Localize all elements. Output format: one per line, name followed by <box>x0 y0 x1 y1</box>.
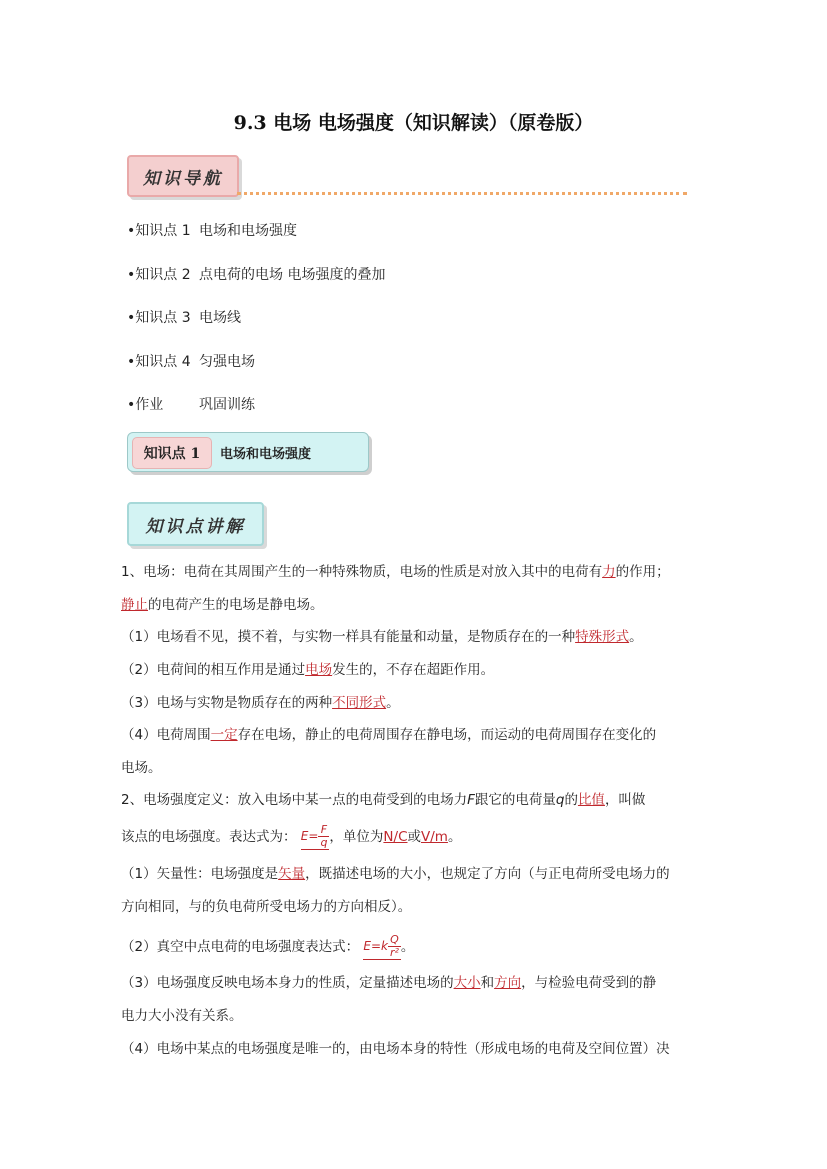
paragraph-line: （2）电荷间的相互作用是通过电场发生的，不存在超距作用。 <box>121 662 495 678</box>
dotted-divider <box>237 192 687 195</box>
paragraph-line: （3）电场与实物是物质存在的两种不同形式。 <box>121 695 400 711</box>
paragraph-line: 电力大小没有关系。 <box>121 1008 243 1024</box>
paragraph-line: 静止的电荷产生的电场是静电场。 <box>121 597 324 613</box>
paragraph-line: （2）真空中点电荷的电场强度表达式： E=k $\frac{Q}{\text{r²}}$ 。 <box>121 933 415 959</box>
knowledge-point-label: 知识点 1 <box>132 437 212 469</box>
toc-item[interactable]: •知识点 1 电场和电场强度 <box>127 223 297 239</box>
knowledge-explanation-tag: 知识点讲解 <box>127 502 264 546</box>
paragraph-line: （4）电荷周围一定存在电场，静止的电荷周围存在静电场，而运动的电荷周围存在变化的 <box>121 727 657 743</box>
page-title: 9.3 电场 电场强度（知识解读）（原卷版） <box>233 112 594 134</box>
paragraph-line: 2、电场强度定义：放入电场中某一点的电荷受到的电场力F跟它的电荷量q的比值，叫做 <box>121 792 646 808</box>
toc-item[interactable]: •知识点 3 电场线 <box>127 310 241 326</box>
toc-item[interactable]: •知识点 2 点电荷的电场 电场强度的叠加 <box>127 266 386 283</box>
toc-item[interactable]: •知识点 4 匀强电场 <box>127 353 255 370</box>
paragraph-line: 方向相同，与的负电荷所受电场力的方向相反）。 <box>121 899 412 915</box>
formula-e-f-over-q: E= $\frac{F}{q}$ <box>300 823 328 849</box>
paragraph-line: （1）电场看不见，摸不着，与实物一样具有能量和动量，是物质存在的一种特殊形式。 <box>121 629 643 645</box>
paragraph-line: 电场。 <box>121 760 162 776</box>
paragraph-line: 1、电场：电荷在其周围产生的一种特殊物质，电场的性质是对放入其中的电荷有力的作用； <box>121 564 670 580</box>
knowledge-nav-tag: 知识导航 <box>127 155 239 197</box>
table-of-contents <box>127 222 385 440</box>
toc-item[interactable]: •作业 巩固训练 <box>127 397 255 413</box>
paragraph-line: 该点的电场强度。表达式为： E= $\frac{F}{q}$ ，单位为N/C或V/m。 <box>121 823 462 849</box>
paragraph-line: （1）矢量性：电场强度是矢量，既描述电场的大小，也规定了方向（与正电荷所受电场力的 <box>121 866 670 882</box>
paragraph-line: （3）电场强度反映电场本身力的性质，定量描述电场的大小和方向，与检验电荷受到的静 <box>121 975 657 991</box>
paragraph-line: （4）电场中某点的电场强度是唯一的，由电场本身的特性（形成电场的电荷及空间位置）决 <box>121 1041 670 1057</box>
knowledge-point-title: 电场和电场强度 <box>220 447 312 462</box>
knowledge-point-1-header <box>127 432 369 472</box>
formula-e-kq-over-r2: E=k $\frac{Q}{\text{r²}}$ <box>363 933 399 959</box>
